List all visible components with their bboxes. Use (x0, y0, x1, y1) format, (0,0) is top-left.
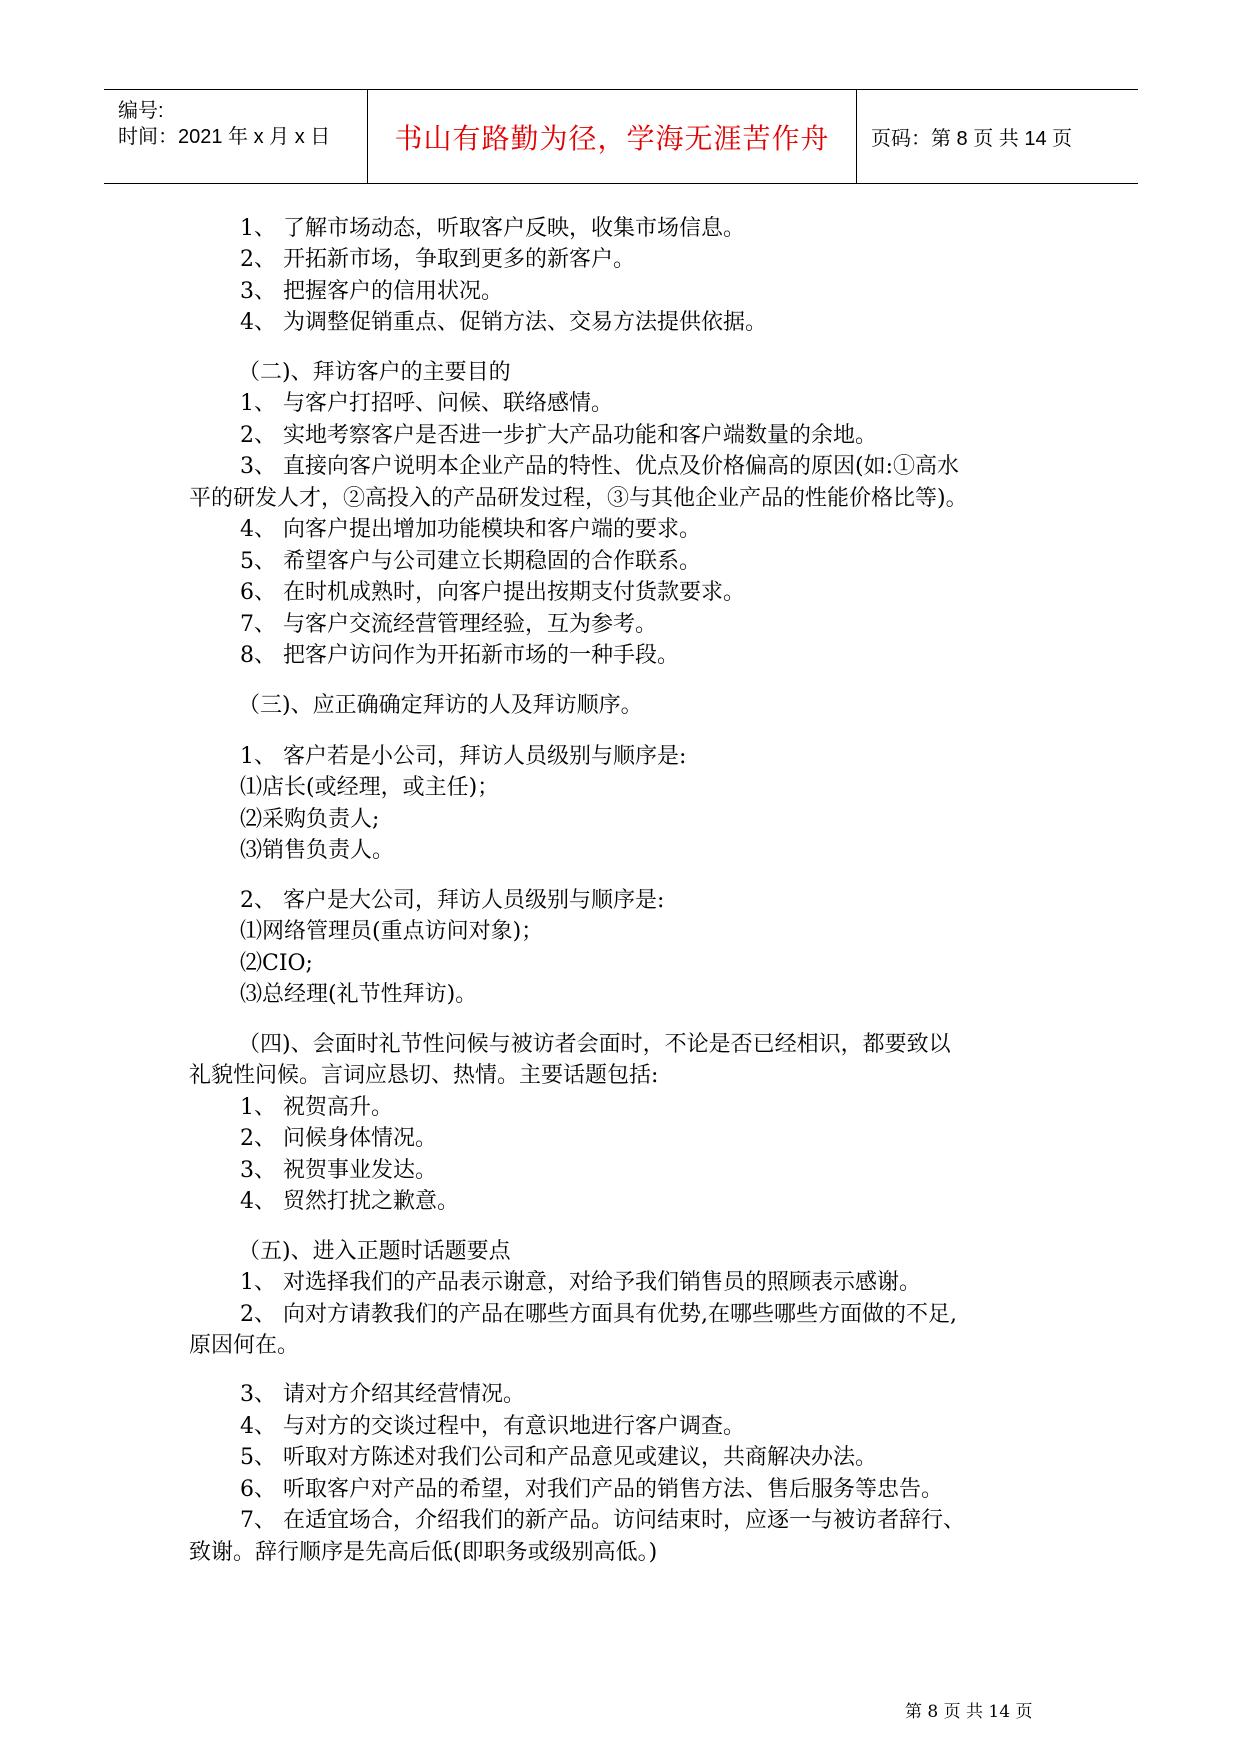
text-line: 1、 客户若是小公司，拜访人员级别与顺序是: (240, 744, 687, 769)
text-line: 2、 开拓新市场，争取到更多的新客户。 (240, 247, 635, 272)
text-line: 3、 直接向客户说明本企业产品的特性、优点及价格偏高的原因(如:①高水 (240, 454, 959, 479)
header-page-info: 页码：第 8 页 共 14 页 (871, 128, 1073, 150)
text-line: 4、 与对方的交谈过程中，有意识地进行客户调查。 (240, 1414, 745, 1439)
text-line: 原因何在。 (189, 1333, 300, 1358)
text-line: ⑴店长(或经理，或主任)； (240, 775, 500, 800)
text-line: 平的研发人才，②高投入的产品研发过程，③与其他企业产品的性能价格比等)。 (189, 486, 968, 511)
page-footer: 第 8 页 共 14 页 (905, 1702, 1033, 1722)
text-line: 3、 祝贺事业发达。 (240, 1158, 437, 1183)
text-line: ⑴网络管理员(重点访问对象)； (240, 919, 544, 944)
text-line: 6、 听取客户对产品的希望，对我们产品的销售方法、售后服务等忠告。 (240, 1477, 943, 1502)
text-line: 1、 了解市场动态，听取客户反映，收集市场信息。 (240, 216, 745, 241)
text-line: ⑵采购负责人; (240, 807, 380, 832)
text-line: 5、 希望客户与公司建立长期稳固的合作联系。 (240, 549, 701, 574)
section-heading: （四)、会面时礼节性问候与被访者会面时，不论是否已经相识，都要致以 (238, 1032, 951, 1057)
text-line: ⑶销售负责人。 (240, 838, 395, 863)
text-line: 2、 问候身体情况。 (240, 1126, 437, 1151)
text-line: 7、 与客户交流经营管理经验，互为参考。 (240, 612, 657, 637)
text-line: 4、 为调整促销重点、促销方法、交易方法提供依据。 (240, 310, 767, 335)
text-line: 4、 向客户提出增加功能模块和客户端的要求。 (240, 517, 701, 542)
text-line: 2、 实地考察客户是否进一步扩大产品功能和客户端数量的余地。 (240, 423, 877, 448)
document-time-label: 时间：2021 年 x 月 x 日 (118, 126, 331, 148)
section-heading: （二)、拜访客户的主要目的 (238, 360, 511, 385)
text-line: 7、 在适宜场合，介绍我们的新产品。访问结束时，应逐一与被访者辞行、 (240, 1508, 965, 1533)
text-line: ⑶总经理(礼节性拜访)。 (240, 982, 478, 1007)
section-heading: （三)、应正确确定拜访的人及拜访顺序。 (238, 693, 643, 718)
text-line: 1、 对选择我们的产品表示谢意，对给予我们销售员的照顾表示感谢。 (240, 1270, 921, 1295)
header-motto: 书山有路勤为径，学海无涯苦作舟 (394, 121, 830, 155)
text-line: 6、 在时机成熟时，向客户提出按期支付货款要求。 (240, 580, 745, 605)
text-line: 致谢。辞行顺序是先高后低(即职务或级别高低。) (189, 1540, 658, 1565)
text-line: 8、 把客户访问作为开拓新市场的一种手段。 (240, 643, 679, 668)
header-right-cell (857, 90, 1138, 183)
page-header (104, 89, 1138, 184)
document-number-label: 编号: (118, 100, 164, 122)
header-middle-cell (368, 90, 857, 183)
text-line: 3、 把握客户的信用状况。 (240, 279, 503, 304)
text-line: 5、 听取对方陈述对我们公司和产品意见或建议，共商解决办法。 (240, 1445, 877, 1470)
text-line: 1、 祝贺高升。 (240, 1095, 393, 1120)
text-line: 2、 客户是大公司，拜访人员级别与顺序是: (240, 888, 665, 913)
text-line: ⑵CIO; (240, 951, 313, 976)
section-heading: （五)、进入正题时话题要点 (238, 1239, 511, 1264)
text-line: 礼貌性问候。言词应恳切、热情。主要话题包括: (189, 1063, 659, 1088)
header-left-cell (104, 90, 368, 183)
text-line: 1、 与客户打招呼、问候、联络感情。 (240, 391, 613, 416)
text-line: 4、 贸然打扰之歉意。 (240, 1189, 459, 1214)
text-line: 2、 向对方请教我们的产品在哪些方面具有优势,在哪些哪些方面做的不足, (240, 1302, 957, 1327)
text-line: 3、 请对方介绍其经营情况。 (240, 1382, 525, 1407)
